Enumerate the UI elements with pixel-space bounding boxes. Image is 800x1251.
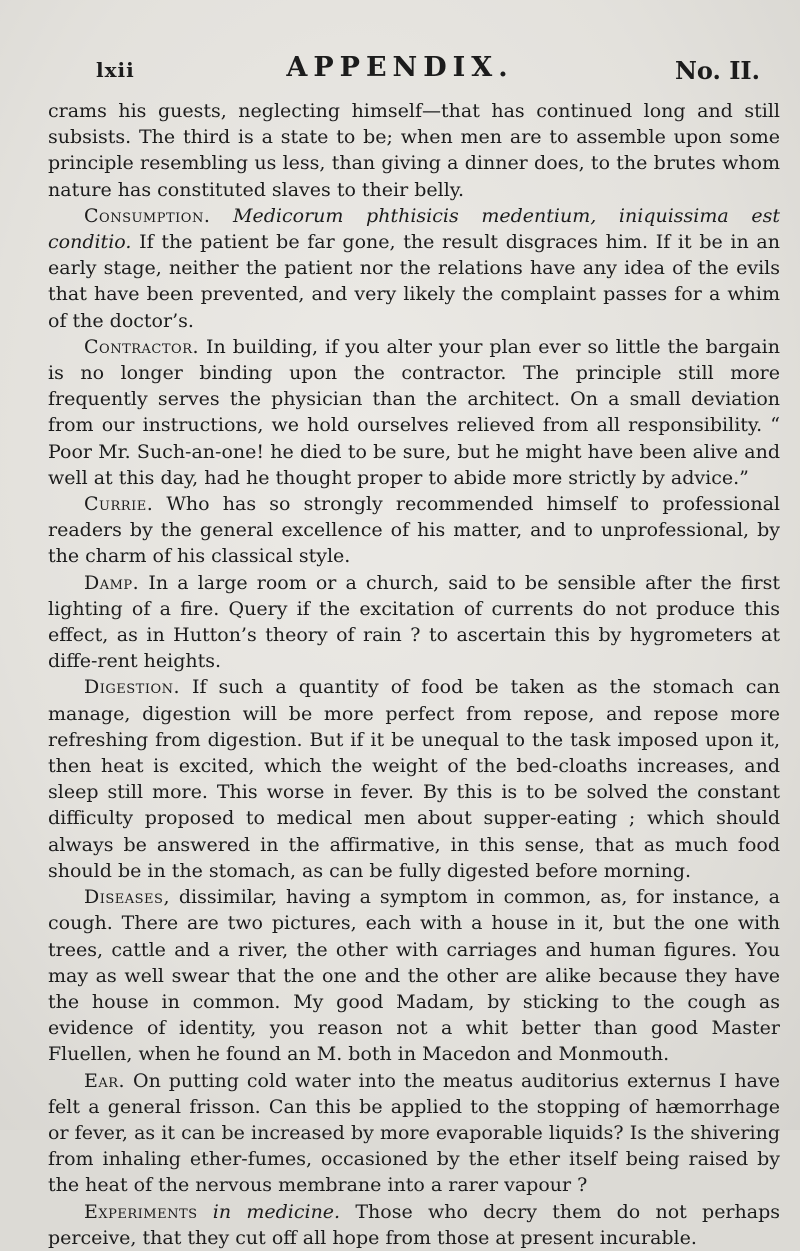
running-title: APPENDIX. xyxy=(286,52,514,83)
entry-term: Consumption. xyxy=(84,204,211,227)
entry-diseases xyxy=(48,884,780,1067)
entry-text: If such a quantity of food be taken as the stomach can manage, digestion will be more perfect from repose, and repose more refreshing from digestion. But if it be unequal to the task imposed upon it, then heat is excited, which the weight of the bed-cloaths increases, and sleep still more. This worse in fever. By this is to be solved the constant difficulty proposed to medical men about supper-eating ; which should always be answered in the affirmative, in this sense, that as much food should be in the stomach, as can be fully digested before morning. xyxy=(48,676,780,882)
entry-text: In building, if you alter your plan ever so little the bargain is no longer binding upon the contractor. The principle still more frequently serves the physician than the architect. On a small deviation from our instructions, we hold ourselves relieved from all responsibility. “ Poor Mr. Such-an-one! he died to be sure, but he might have been alive and well at this day, had he thought proper to abide more strictly by advice.” xyxy=(48,335,780,489)
entry-term: Contractor. xyxy=(84,335,200,358)
page-header xyxy=(0,52,800,86)
entry-digestion xyxy=(48,674,780,884)
entry-currie xyxy=(48,491,780,570)
entry-text: If the patient be far gone, the result disgraces him. If it be in an early stage, neither the patient nor the relations have any idea of the evils that have been prevented, and very likely the complaint passes for a whim of the doctor’s. xyxy=(48,231,780,332)
entry-continuation xyxy=(48,98,780,203)
entry-term: Diseases, xyxy=(84,886,170,909)
entry-term: Digestion. xyxy=(84,676,181,699)
entry-text: Who has so strongly recommended himself to professional readers by the general excellence of his matter, and to unprofessional, by the charm of his classical style. xyxy=(48,493,780,568)
entry-term: Currie. xyxy=(84,493,154,516)
entry-text: crams his guests, neglecting himself—that has continued long and still subsists. The third is a state to be; when men are to assemble upon some principle resembling us less, than giving a dinner does, to the brutes whom nature has constituted slaves to their belly. xyxy=(48,100,780,201)
entry-term: Ear. xyxy=(84,1069,126,1092)
entry-latin: in medicine. xyxy=(212,1200,341,1223)
entry-damp xyxy=(48,570,780,675)
body-text xyxy=(48,98,780,1251)
entry-text: On putting cold water into the meatus auditorius externus I have felt a general frisson. Can this be applied to the stopping of hæmorrhage or fever, as it can be increased by more evaporable liquids? Is the shivering from inhaling ether-fumes, occasioned by the ether itself being raised by the heat of the nervous membrane into a rarer vapour ? xyxy=(48,1069,780,1197)
entry-text: Those who decry them do not perhaps perceive, that they cut off all hope from those at present incurable. xyxy=(48,1200,780,1249)
folio-number: lxii xyxy=(96,58,135,82)
entry-contractor xyxy=(48,334,780,491)
entry-ear xyxy=(48,1068,780,1199)
entry-term: Experiments xyxy=(84,1200,198,1223)
entry-text: In a large room or a church, said to be sensible after the first lighting of a fire. Query if the excitation of currents do not produce this effect, as in Hutton’s theory of rain ? to ascertain this by hygrometers at diffe-rent heights. xyxy=(48,571,780,673)
appendix-number: No. II. xyxy=(674,56,760,85)
entry-term: Damp. xyxy=(84,571,140,594)
entry-latin: Medicorum phthisicis medentium, iniquissima est conditio. xyxy=(48,204,781,254)
entry-experiments xyxy=(48,1199,780,1251)
entry-text: dissimilar, having a symptom in common, as, for instance, a cough. There are two pictures, each with a house in it, but the one with trees, cattle and a river, the other with carriages and human figures. You may as well swear that the one and the other are alike because they have the house in common. My good Madam, by sticking to the cough as evidence of identity, you reason not a whit better than good Master Fluellen, when he found an M. both in Macedon and Monmouth. xyxy=(48,886,780,1066)
entry-consumption xyxy=(48,203,780,334)
